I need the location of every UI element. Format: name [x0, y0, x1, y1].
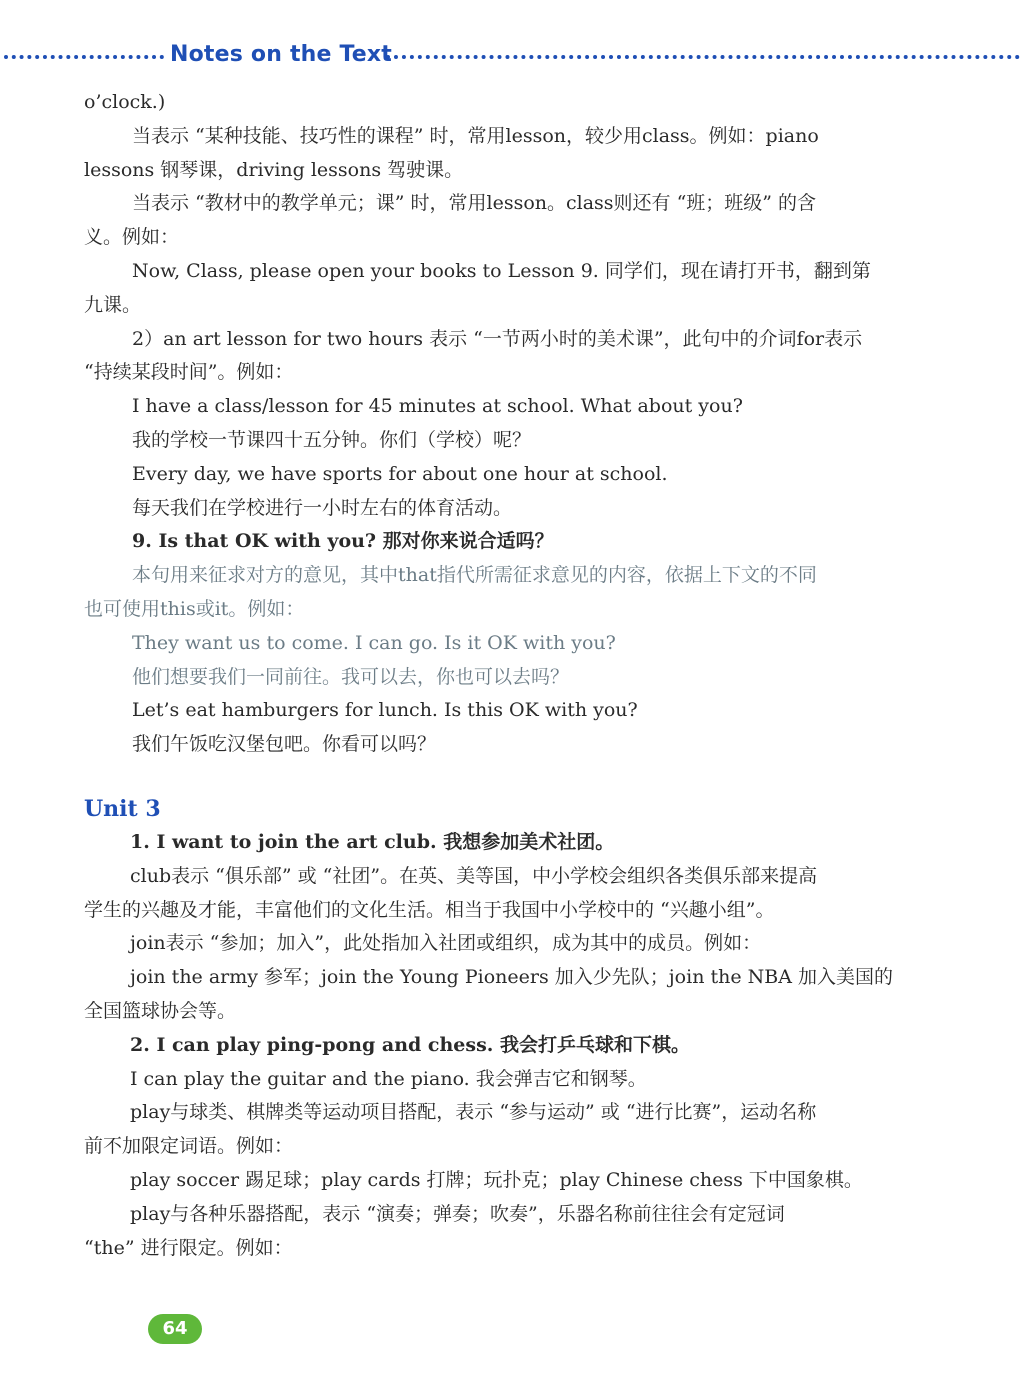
example-line: I have a class/lesson for 45 minutes at school. What about you? [132, 395, 743, 418]
example-line: Every day, we have sports for about one hour at school. [132, 462, 668, 485]
text-line: “持续某段时间”。例如： [84, 361, 294, 384]
header-title: Notes on the Text [170, 42, 393, 67]
header-dots-right [386, 55, 1020, 59]
note-heading-1: 1. I want to join the art club. 我想参加美术社团。 [130, 830, 615, 853]
text-line: 本句用来征求对方的意见，其中that指代所需征求意见的内容，依据上下文的不同 [132, 564, 817, 587]
text-line: 也可使用this或it。例如： [84, 597, 305, 620]
text-line: club表示 “俱乐部” 或 “社团”。在英、美等国，中小学校会组织各类俱乐部来提高 [130, 864, 818, 887]
text-line: 九课。 [84, 293, 142, 316]
example-line: play soccer 踢足球；play cards 打牌；玩扑克；play Chinese chess 下中国象棋。 [130, 1168, 863, 1191]
page-content [84, 86, 980, 1265]
example-line: Let’s eat hamburgers for lunch. Is this OK with you? [132, 699, 638, 722]
text-line: play与球类、棋牌类等运动项目搭配，表示 “参与运动” 或 “进行比赛”，运动名称 [130, 1101, 817, 1124]
text-line: 学生的兴趣及才能，丰富他们的文化生活。相当于我国中小学校中的 “兴趣小组”。 [84, 898, 775, 921]
text-line: 全国篮球协会等。 [84, 999, 237, 1022]
text-line: lessons 钢琴课，driving lessons 驾驶课。 [84, 158, 464, 181]
text-line: “the” 进行限定。例如： [84, 1236, 293, 1259]
text-line: 当表示 “某种技能、技巧性的课程” 时，常用lesson，较少用class。例如：piano [132, 124, 819, 147]
text-line: 2）an art lesson for two hours 表示 “一节两小时的美术课”，此句中的介词for表示 [132, 327, 863, 350]
text-line: o’clock.) [84, 91, 166, 113]
header-dots-left [4, 55, 164, 59]
example-line: Now, Class, please open your books to Lesson 9. 同学们，现在请打开书，翻到第 [132, 259, 871, 282]
text-line: play与各种乐器搭配，表示 “演奏；弹奏；吹奏”，乐器名称前往往会有定冠词 [130, 1202, 785, 1225]
example-translation: 我的学校一节课四十五分钟。你们（学校）呢？ [132, 428, 532, 451]
text-line: 前不加限定词语。例如： [84, 1135, 294, 1158]
note-heading-9: 9. Is that OK with you? 那对你来说合适吗？ [132, 530, 554, 553]
unit-title: Unit 3 [84, 795, 161, 822]
note-heading-2: 2. I can play ping-pong and chess. 我会打乒乓球和下棋。 [130, 1033, 691, 1056]
page-number-badge: 64 [148, 1314, 202, 1344]
example-translation: 他们想要我们一同前往。我可以去，你也可以去吗？ [132, 665, 570, 688]
text-line: 当表示 “教材中的教学单元；课” 时，常用lesson。class则还有 “班；班级” 的含 [132, 192, 817, 215]
page-header [0, 40, 1024, 72]
example-line: I can play the guitar and the piano. 我会弹吉它和钢琴。 [130, 1067, 647, 1090]
example-line: join the army 参军；join the Young Pioneers 加入少先队；join the NBA 加入美国的 [130, 966, 893, 989]
example-translation: 我们午饭吃汉堡包吧。你看可以吗？ [132, 733, 437, 756]
text-line: join表示 “参加；加入”，此处指加入社团或组织，成为其中的成员。例如： [130, 932, 762, 955]
example-translation: 每天我们在学校进行一小时左右的体育活动。 [132, 496, 513, 519]
example-line: They want us to come. I can go. Is it OK with you? [132, 631, 616, 654]
text-line: 义。例如： [84, 226, 180, 249]
